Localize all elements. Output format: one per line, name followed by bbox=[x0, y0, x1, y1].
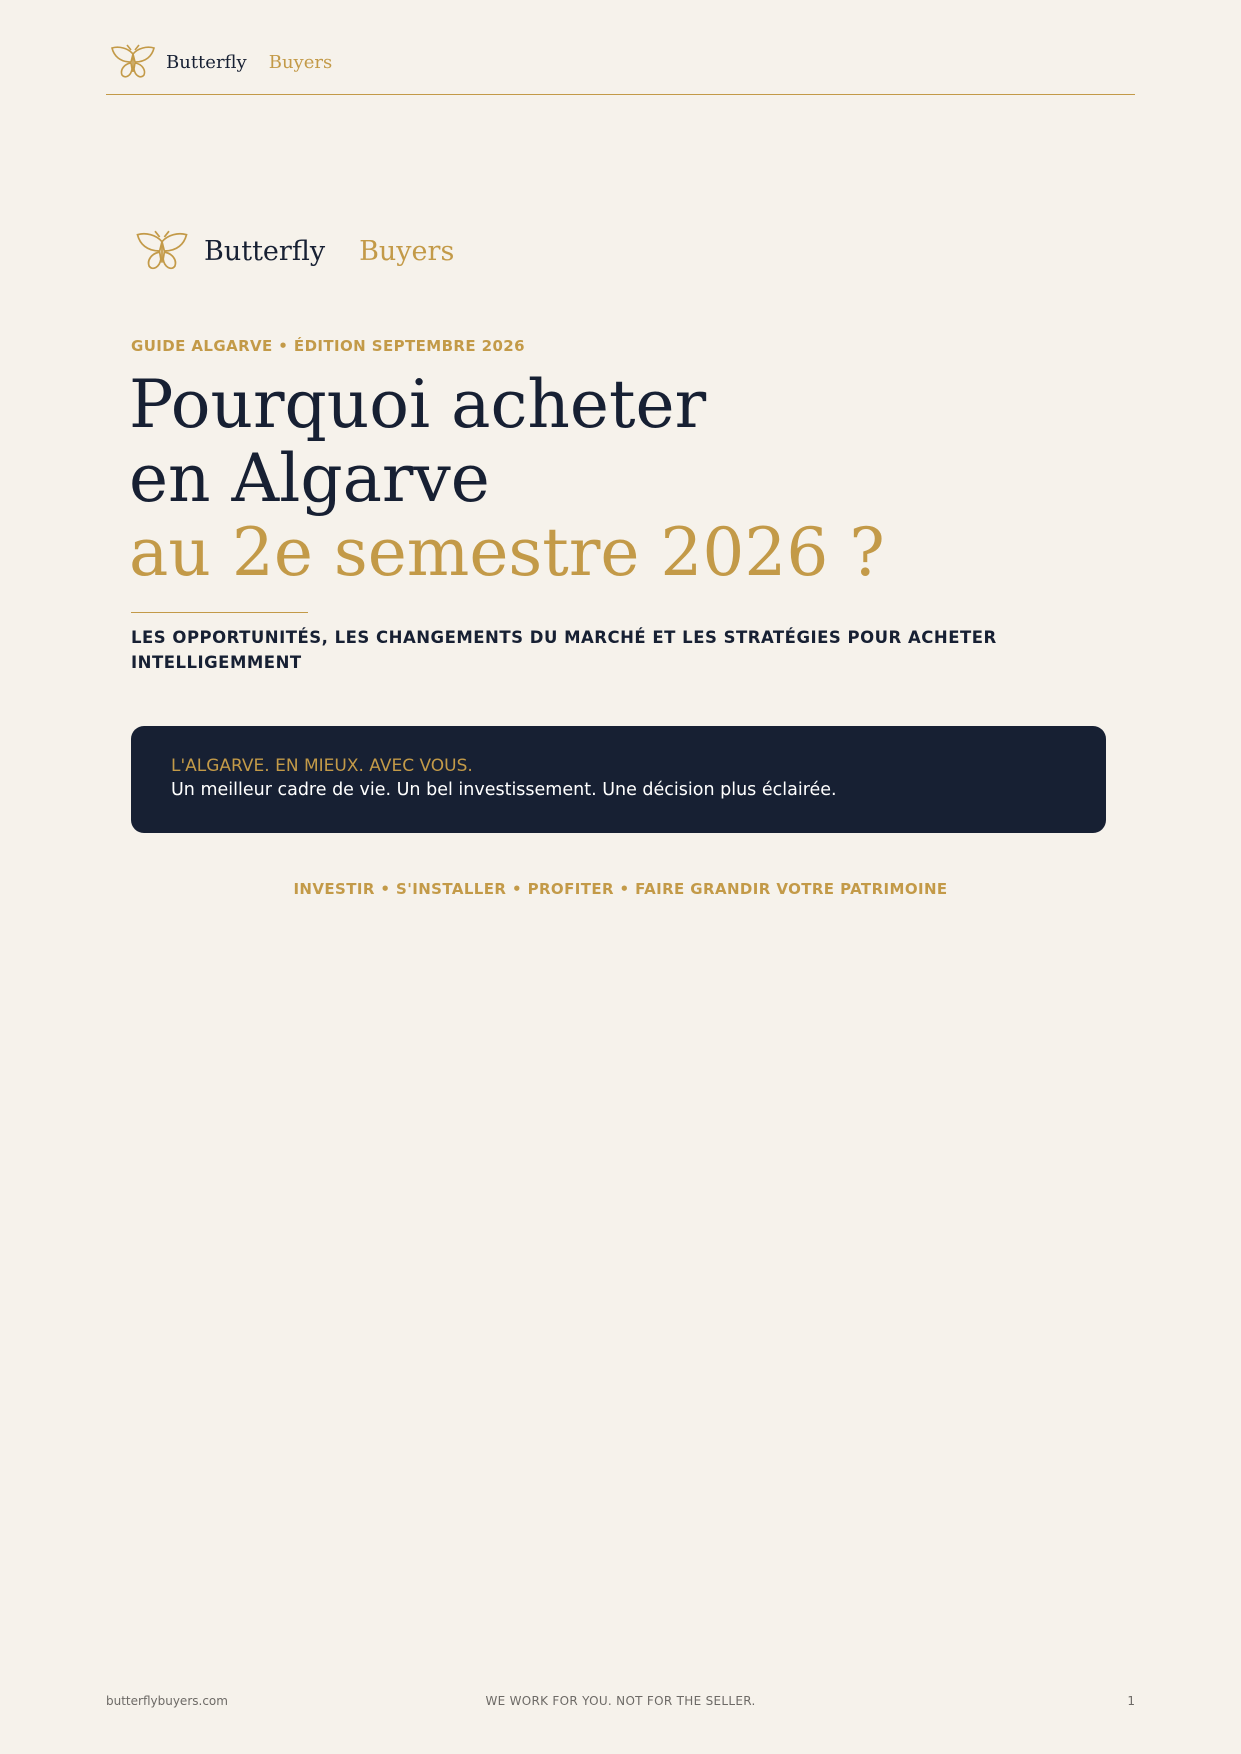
pillars-line: INVESTIR • S'INSTALLER • PROFITER • FAIRE GRANDIR VOTRE PATRIMOINE bbox=[293, 880, 948, 898]
butterfly-icon bbox=[134, 230, 190, 272]
title-divider bbox=[131, 612, 308, 613]
hero-brand bbox=[134, 230, 454, 272]
page-subtitle: LES OPPORTUNITÉS, LES CHANGEMENTS DU MARCHÉ ET LES STRATÉGIES POUR ACHETER INTELLIGEMMENT bbox=[131, 628, 997, 672]
title-line-3: au 2e semestre 2026 ? bbox=[129, 514, 885, 591]
page-title bbox=[129, 368, 1129, 590]
page-number: 1 bbox=[1127, 1694, 1135, 1708]
title-line-1: Pourquoi acheter bbox=[129, 366, 707, 443]
brand-name: Butterfly bbox=[166, 51, 247, 73]
banner-title: L'ALGARVE. EN MIEUX. AVEC VOUS. bbox=[171, 756, 473, 776]
brand-accent: Buyers bbox=[268, 51, 333, 73]
banner-text: Un meilleur cadre de vie. Un bel investissement. Une décision plus éclairée. bbox=[171, 780, 837, 800]
header-brand[interactable] bbox=[110, 44, 332, 80]
tagline-banner bbox=[131, 726, 1106, 833]
guide-kicker: GUIDE ALGARVE • ÉDITION SEPTEMBRE 2026 bbox=[131, 337, 525, 355]
page-footer bbox=[106, 1694, 1135, 1714]
footer-tagline: WE WORK FOR YOU. NOT FOR THE SELLER. bbox=[485, 1694, 756, 1708]
butterfly-icon bbox=[110, 44, 156, 80]
page-header bbox=[106, 40, 1135, 95]
hero-brand-accent: Buyers bbox=[359, 235, 455, 267]
hero-brand-name: Butterfly bbox=[204, 235, 326, 267]
footer-website-link[interactable]: butterflybuyers.com bbox=[106, 1694, 228, 1708]
title-line-2: en Algarve bbox=[129, 440, 490, 517]
